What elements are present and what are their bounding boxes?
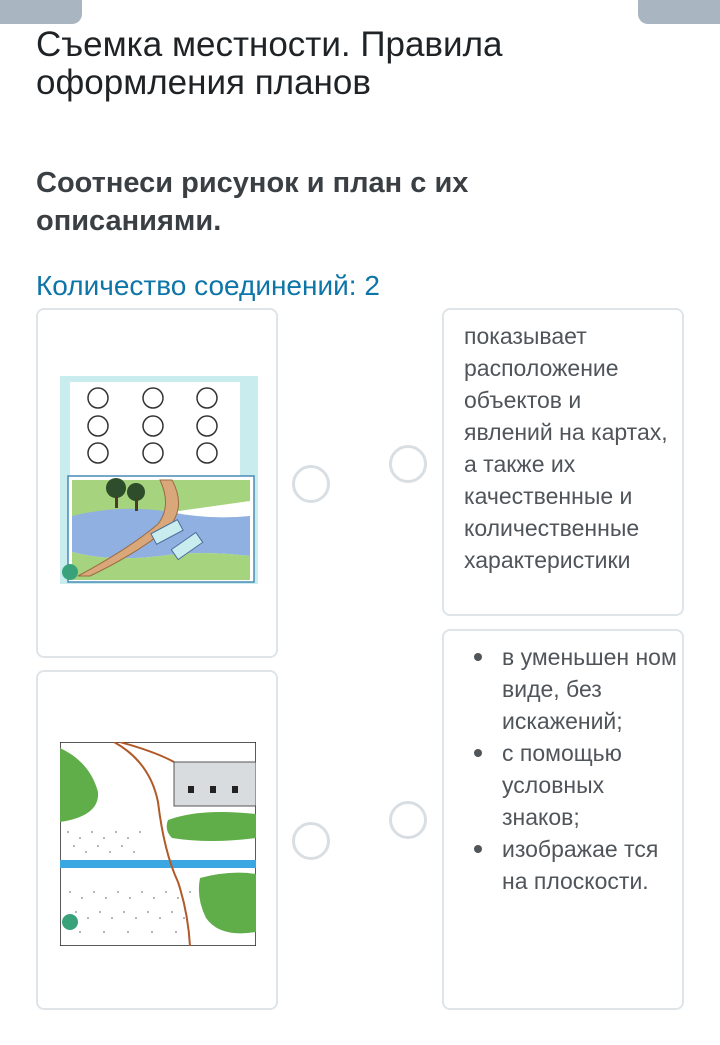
connections-count: 2 [364,270,380,301]
description-1-text: показывает расположение объектов и явлений на картах, а также их качественные и количественные характеристики [464,323,668,573]
match-card-terrain-plan[interactable] [36,670,278,1010]
landscape-drawing-image [60,376,258,584]
top-tab-left [0,0,82,24]
match-dot-description-1[interactable] [389,445,427,483]
list-item: с помощью условных знаков; [502,737,682,833]
terrain-plan-image [60,742,256,946]
match-dot-terrain-plan[interactable] [292,822,330,860]
top-tab-right [638,0,720,24]
page-title: Съемка местности. Правила оформления планов [36,25,503,102]
match-dot-landscape-drawing[interactable] [292,465,330,503]
description-2-list [502,641,682,897]
list-item: в уменьшен ном виде, без искажений; [502,641,682,737]
connections-counter [36,270,380,302]
match-card-description-1[interactable] [442,308,684,616]
match-card-description-2[interactable] [442,629,684,1010]
connections-label: Количество соединений: [36,270,357,301]
match-card-landscape-drawing[interactable] [36,308,278,658]
list-item: изображае тся на плоскости. [502,833,682,897]
task-instruction: Соотнеси рисунок и план с их описаниями. [36,167,469,237]
match-dot-description-2[interactable] [389,801,427,839]
